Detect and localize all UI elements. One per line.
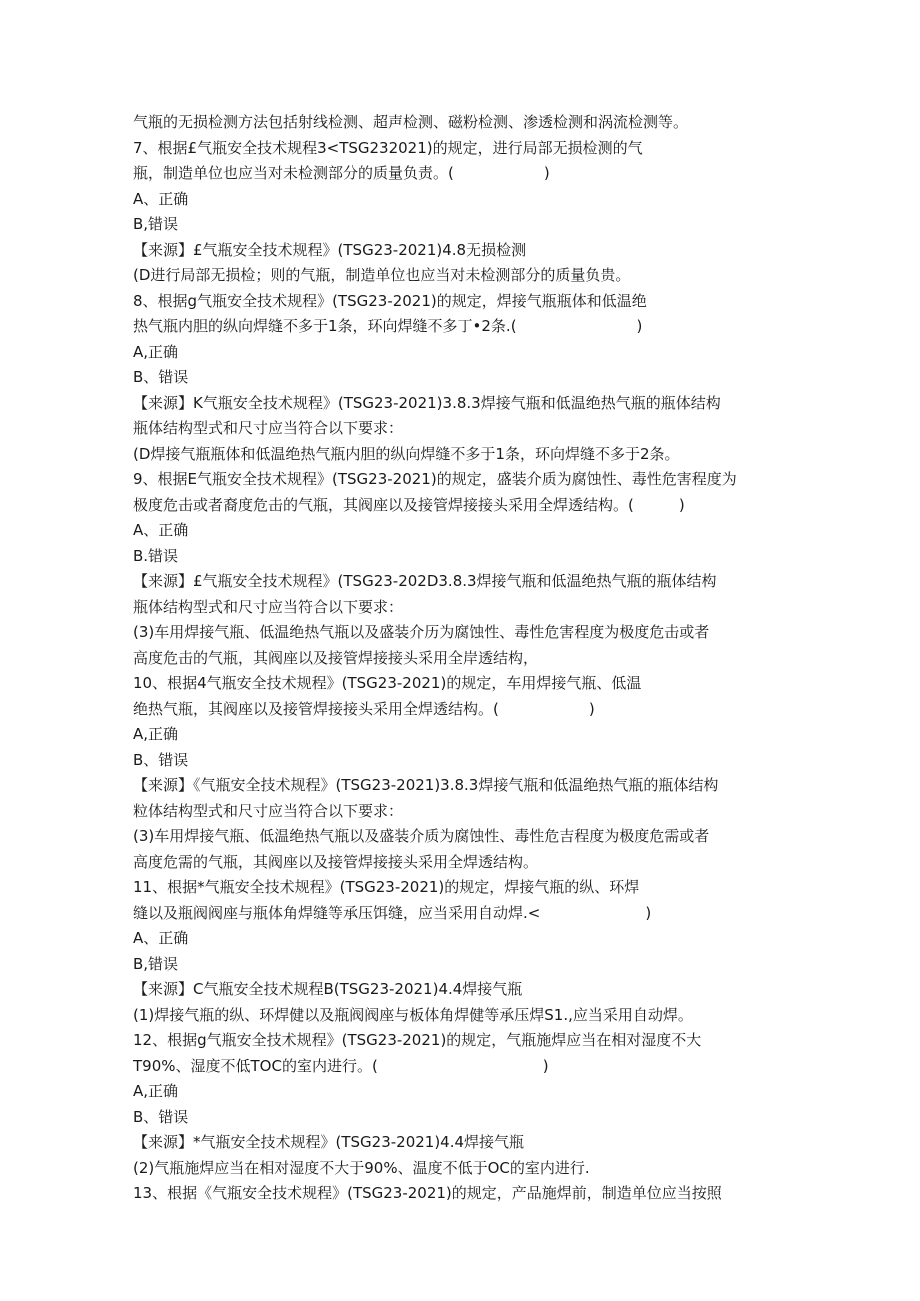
source-text: (D焊接气瓶瓶体和低温绝热气瓶内胆的纵向焊缝不多于1条，环向焊缝不多于2条。 — [133, 444, 680, 463]
source-text: 瓶体结构型式和尺寸应当符合以下要求： — [133, 597, 404, 616]
document-body — [133, 110, 793, 1207]
source-citation: 【来源】K气瓶安全技术规程》(TSG23-2021)3.8.3焊接气瓶和低温绝热气瓶的瓶体结构 — [133, 393, 721, 412]
source-citation: 【来源】£气瓶安全技术规程》(TSG23-202D3.8.3焊接气瓶和低温绝热气瓶的瓶体结构 — [133, 572, 717, 590]
source-text: 粒体结构型式和尺寸应当符合以下要求： — [133, 801, 404, 820]
option-b: B、错误 — [133, 368, 189, 386]
question-13-stem: 13、根据《气瓶安全技术规程》(TSG23-2021)的规定，产品施焊前，制造单位应当按照 — [133, 1184, 722, 1202]
source-text: (2)气瓶施焊应当在相对湿度不大于90%、温度不低于OC的室内进行. — [133, 1158, 590, 1177]
source-text: (3)车用焊接气瓶、低温绝热气瓶以及盛装介历为腐蚀性、毒性危害程度为极度危击或者 — [133, 623, 710, 641]
source-text: (D进行局部无损检；则的气瓶，制造单位也应当对未检测部分的质量负贵。 — [133, 266, 631, 284]
question-8-stem: 热气瓶内胆的纵向焊缝不多于1条，环向焊缝不多丁•2条.( ) — [133, 317, 643, 335]
source-text: (1)焊接气瓶的纵、环焊健以及瓶阀阀座与板体角焊健等承压焊S1.,应当采用自动焊。 — [133, 1005, 693, 1024]
option-b: B,错误 — [133, 215, 179, 233]
source-citation: 【来源】C气瓶安全技术规程B(TSG23-2021)4.4焊接气瓶 — [133, 980, 523, 998]
option-a: A、正确 — [133, 929, 189, 947]
question-8-stem: 8、根据g气瓶安全技术规程》(TSG23-2021)的规定，焊接气瓶瓶体和低温绝 — [133, 291, 647, 310]
option-a: A、正确 — [133, 521, 189, 539]
question-11-stem: 缝以及瓶阀阀座与瓶体角焊缝等承压饵缝，应当采用自动焊.< ) — [133, 903, 652, 922]
option-a: A,正确 — [133, 1082, 179, 1100]
source-citation: 【来源】*气瓶安全技术规程》(TSG23-2021)4.4焊接气瓶 — [133, 1133, 525, 1151]
question-12-stem: 12、根据g气瓶安全技术规程》(TSG23-2021)的规定，气瓶施焊应当在相对湿度不大 — [133, 1031, 702, 1049]
text-line: 气瓶的无损检测方法包括射线检测、超声检测、磁粉检测、渗透检测和涡流检测等。 — [133, 113, 689, 131]
option-a: A,正确 — [133, 725, 179, 743]
option-b: B、错误 — [133, 1107, 189, 1126]
question-10-stem: 10、根据4气瓶安全技术规程》(TSG23-2021)的规定，车用焊接气瓶、低温 — [133, 674, 642, 692]
question-9-stem: 9、根据E气瓶安全技术规程》(TSG23-2021)的规定，盛装介质为腐蚀性、毒性危害程度为 — [133, 470, 737, 488]
source-citation: 【来源】《气瓶安全技术规程》(TSG23-2021)3.8.3焊接气瓶和低温绝热气瓶的瓶体结构 — [133, 776, 719, 794]
source-text: 瓶体结构型式和尺寸应当符合以下要求： — [133, 419, 404, 437]
question-10-stem: 绝热气瓶，其阀座以及接管焊接接头采用全焊透结构。( ) — [133, 699, 595, 718]
option-b: B,错误 — [133, 954, 179, 973]
question-9-stem: 极度危击或者裔度危击的气瓶，其阀座以及接管焊接接头采用全焊透结构。( ) — [133, 495, 685, 514]
source-citation: 【来源】£气瓶安全技术规程》(TSG23-2021)4.8无损检测 — [133, 240, 527, 259]
question-11-stem: 11、根据*气瓶安全技术规程》(TSG23-2021)的规定，焊接气瓶的纵、环焊 — [133, 878, 640, 896]
option-b: B.错误 — [133, 546, 179, 565]
question-12-stem: T90%、湿度不低TOC的室内进行。( ) — [133, 1056, 549, 1075]
question-7-stem: 瓶，制造单位也应当对未检测部分的质量负责。( ) — [133, 164, 550, 182]
source-text: 高度危击的气瓶，其阀座以及接管焊接接头采用全岸透结构， — [133, 648, 539, 667]
option-a: A,正确 — [133, 342, 179, 361]
question-7-stem: 7、根据£气瓶安全技术规程3<TSG232021)的规定，进行局部无损检测的气 — [133, 138, 643, 157]
option-a: A、正确 — [133, 189, 189, 208]
source-text: (3)车用焊接气瓶、低温绝热气瓶以及盛装介质为腐蚀性、毒性危吉程度为极度危需或者 — [133, 827, 710, 845]
source-text: 高度危需的气瓶，其阀座以及接管焊接接头采用全焊透结构。 — [133, 852, 539, 871]
option-b: B、错误 — [133, 750, 189, 769]
